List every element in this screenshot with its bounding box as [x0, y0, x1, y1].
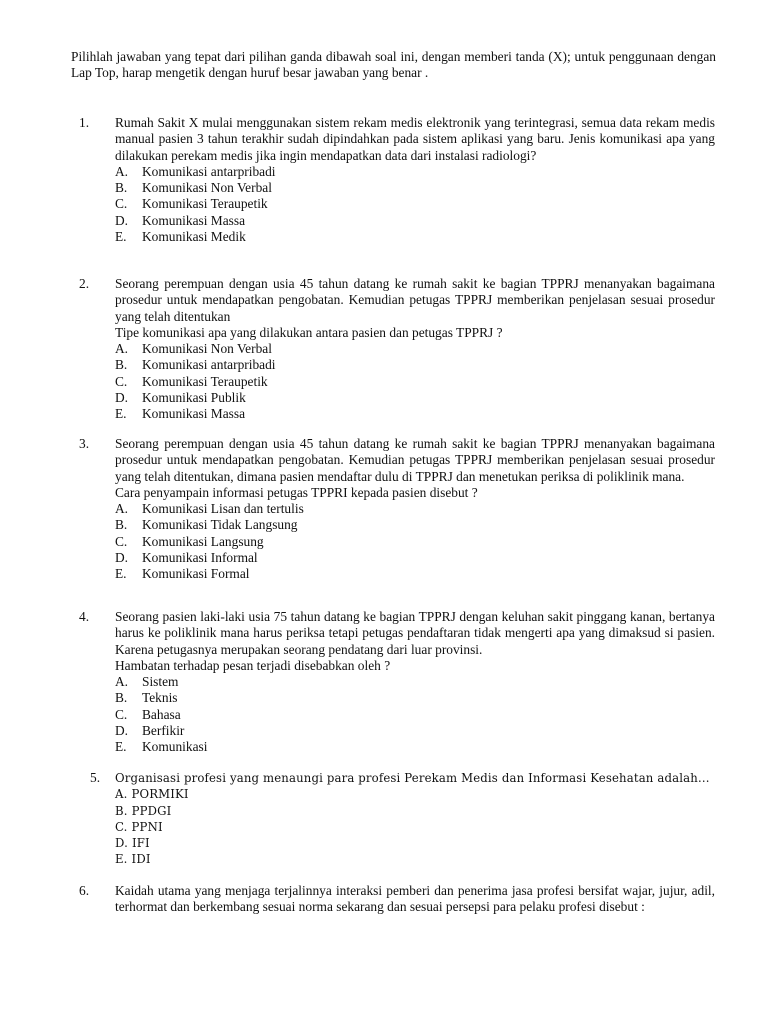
option-a[interactable]	[115, 674, 715, 690]
option-c[interactable]	[115, 534, 715, 550]
option-letter: C.	[115, 373, 128, 389]
option-text: Komunikasi Langsung	[142, 533, 264, 549]
option-text: Komunikasi Teraupetik	[142, 373, 268, 389]
option-text: Komunikasi Teraupetik	[142, 196, 268, 212]
question-body	[115, 115, 715, 245]
option-text: Komunikasi	[142, 739, 208, 755]
option-letter: A.	[115, 341, 129, 357]
option-d[interactable]	[115, 723, 715, 739]
option-letter: B.	[115, 357, 128, 373]
option-e[interactable]	[115, 406, 715, 422]
option-e[interactable]	[115, 851, 715, 867]
option-c[interactable]	[115, 374, 715, 390]
question-stem: Seorang pasien laki-laki usia 75 tahun datang ke bagian TPPRJ dengan keluhan sakit pinggang kanan, bertanya harus ke poliklinik mana harus periksa tetapi petugas pendaftaran tidak mengerti apa yang dimaksud si pasien. Karena petugasnya merupakan seorang pendatang dari luar provinsi.	[115, 609, 715, 657]
option-text: Komunikasi Lisan dan tertulis	[142, 501, 304, 517]
option-letter: B.	[115, 517, 128, 533]
instructions: Pilihlah jawaban yang tepat dari pilihan ganda dibawah soal ini, dengan memberi tanda (X); untuk penggunaan dengan Lap Top, harap mengetik dengan huruf besar jawaban yang benar .	[71, 49, 716, 81]
option-text: PPNI	[131, 819, 163, 834]
question-prompt: Hambatan terhadap pesan terjadi disebabkan oleh ?	[115, 657, 391, 673]
option-text: Komunikasi antarpribadi	[142, 163, 276, 179]
option-text: Komunikasi Non Verbal	[142, 180, 272, 196]
option-d[interactable]	[115, 550, 715, 566]
option-letter: A.	[115, 674, 129, 690]
option-text: Komunikasi Publik	[142, 390, 246, 406]
option-letter: B.	[115, 690, 128, 706]
question-number: 4.	[79, 609, 90, 624]
option-a[interactable]	[115, 786, 715, 802]
option-c[interactable]	[115, 196, 715, 212]
option-text: Komunikasi Non Verbal	[142, 341, 272, 357]
option-text: Komunikasi Medik	[142, 229, 246, 245]
option-b[interactable]	[115, 357, 715, 373]
option-text: Komunikasi Tidak Langsung	[142, 517, 298, 533]
question-body	[115, 609, 715, 756]
option-letter: B.	[115, 803, 128, 818]
option-letter: A.	[115, 787, 128, 802]
option-letter: D.	[115, 723, 129, 739]
option-text: Teknis	[142, 690, 178, 706]
question-number: 1.	[79, 115, 90, 130]
option-letter: E.	[115, 229, 127, 245]
option-d[interactable]	[115, 835, 715, 851]
option-text: Komunikasi antarpribadi	[142, 357, 276, 373]
question-body	[115, 436, 715, 583]
option-a[interactable]	[115, 164, 715, 180]
option-b[interactable]	[115, 803, 715, 819]
option-letter: A.	[115, 501, 129, 517]
option-letter: B.	[115, 180, 128, 196]
option-text: Sistem	[142, 674, 179, 690]
question-prompt: Tipe komunikasi apa yang dilakukan antara pasien dan petugas TPPRJ ?	[115, 324, 503, 340]
option-letter: D.	[115, 212, 129, 228]
option-text: Komunikasi Massa	[142, 212, 246, 228]
option-d[interactable]	[115, 213, 715, 229]
option-letter: E.	[115, 852, 128, 867]
option-text: PPDGI	[131, 803, 172, 818]
option-text: Komunikasi Massa	[142, 406, 246, 422]
option-letter: C.	[115, 533, 128, 549]
option-text: Bahasa	[142, 706, 181, 722]
question-prompt: Cara penyampain informasi petugas TPPRI kepada pasien disebut ?	[115, 484, 478, 500]
option-letter: D.	[115, 550, 129, 566]
option-letter: C.	[115, 819, 128, 834]
option-c[interactable]	[115, 707, 715, 723]
question-body	[115, 276, 715, 423]
option-b[interactable]	[115, 517, 715, 533]
option-text: IFI	[131, 836, 150, 851]
option-a[interactable]	[115, 341, 715, 357]
option-letter: D.	[115, 390, 129, 406]
question-number: 6.	[79, 883, 90, 898]
question-body	[115, 770, 715, 868]
question-stem: Kaidah utama yang menjaga terjalinnya interaksi pemberi dan penerima jasa profesi bersifat wajar, jujur, adil, terhormat dan berkembang sesuai norma sekarang dan sesuai persepsi para pelaku profesi disebut :	[115, 883, 715, 915]
option-letter: E.	[115, 566, 127, 582]
question-stem: Rumah Sakit X mulai menggunakan sistem rekam medis elektronik yang terintegrasi, semua data rekam medis manual pasien 3 tahun terakhir sudah dipindahkan pada sistem aplikasi yang baru. Jenis komunikasi apa yang dilakukan perekam medis jika ingin mendapatkan data dari instalasi radiologi?	[115, 115, 715, 163]
option-text: Komunikasi Informal	[142, 550, 258, 566]
option-letter: C.	[115, 196, 128, 212]
question-stem: Seorang perempuan dengan usia 45 tahun datang ke rumah sakit ke bagian TPPRJ menanyakan bagaimana prosedur untuk mendapatkan pengobatan. Kemudian petugas TPPRJ memberikan penjelasan sesuai prosedur yang telah ditentukan, dimana pasien mendaftar dulu di TPPRJ dan menetukan periksa di poliklinik mana.	[115, 436, 715, 484]
option-letter: D.	[115, 836, 128, 851]
option-letter: E.	[115, 739, 127, 755]
option-b[interactable]	[115, 180, 715, 196]
question-stem: Organisasi profesi yang menaungi para profesi Perekam Medis dan Informasi Kesehatan adalah…	[115, 771, 710, 785]
option-text: Berfikir	[142, 723, 185, 739]
option-text: PORMIKI	[131, 787, 189, 802]
option-text: IDI	[131, 852, 151, 867]
option-d[interactable]	[115, 390, 715, 406]
option-b[interactable]	[115, 690, 715, 706]
option-a[interactable]	[115, 501, 715, 517]
option-text: Komunikasi Formal	[142, 566, 250, 582]
question-number: 3.	[79, 436, 90, 451]
question-body	[115, 883, 715, 916]
question-number: 2.	[79, 276, 90, 291]
question-number: 5.	[90, 770, 101, 785]
option-e[interactable]	[115, 229, 715, 245]
option-e[interactable]	[115, 566, 715, 582]
option-c[interactable]	[115, 819, 715, 835]
option-e[interactable]	[115, 739, 715, 755]
option-letter: E.	[115, 406, 127, 422]
option-letter: A.	[115, 163, 129, 179]
question-stem: Seorang perempuan dengan usia 45 tahun datang ke rumah sakit ke bagian TPPRJ menanyakan bagaimana prosedur untuk mendapatkan pengobatan. Kemudian petugas TPPRJ memberikan penjelasan sesuai prosedur yang telah ditentukan	[115, 276, 715, 324]
option-letter: C.	[115, 706, 128, 722]
